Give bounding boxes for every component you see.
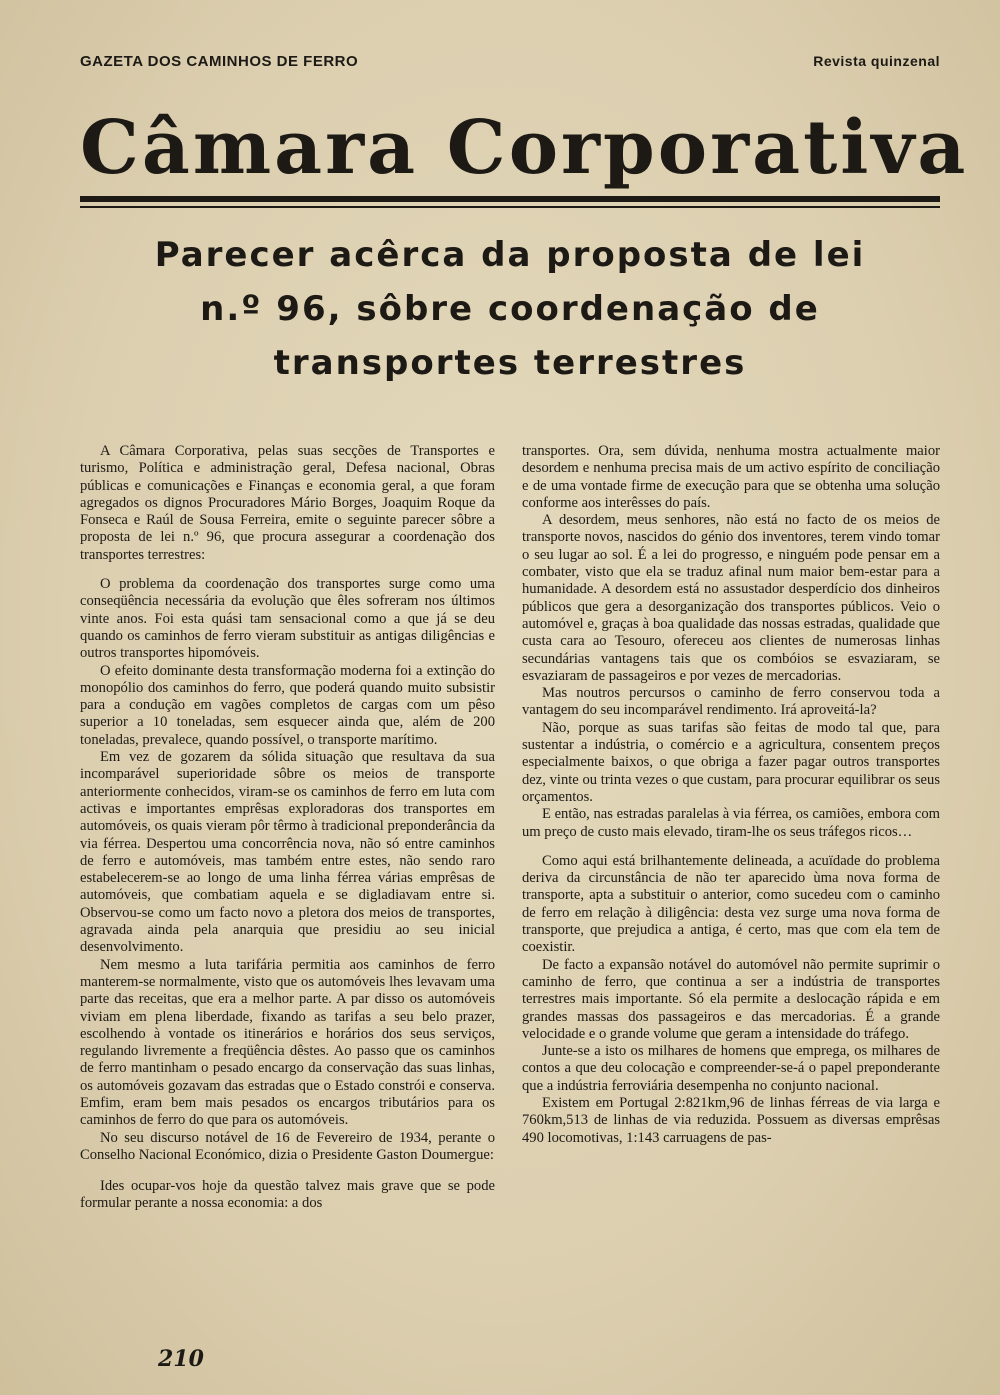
quote-paragraph: E então, nas estradas paralelas à via férrea, os camiões, embora com um preço de custo mais elevado, tiram-lhe os seus tráfegos ricos… xyxy=(522,806,940,840)
subtitle-line: Parecer acêrca da proposta de lei xyxy=(154,235,866,275)
paragraph: O problema da coordenação dos transportes surge como uma conseqüência necessária da evolução que êles sofreram nos últimos vinte anos. Foi esta quási tam sensacional como a que já se deu quando os caminhos de ferro vieram substituir as antigas diligências e outros transportes hipomóveis. xyxy=(80,576,495,662)
right-column xyxy=(522,443,940,1147)
title-rule-thin xyxy=(80,206,940,208)
paragraph: De facto a expansão notável do automóvel não permite suprimir o caminho de ferro, que continua a ser a indústria de transportes terrestres mais importante. Só ela permite a deslocação rápida e em grandes massas dos passageiros e das mercadorias. É a grande velocidade e o grande volume que geram a intensidade do tráfego. xyxy=(522,956,940,1042)
article-title: Câmara Corporativa xyxy=(80,105,969,191)
paragraph: Existem em Portugal 2:821km,96 de linhas férreas de via larga e 760km,513 de linhas de via reduzida. Possuem as diversas emprêsas 490 locomotivas, 1:143 carruagens de pas- xyxy=(522,1094,940,1146)
publication-name: GAZETA DOS CAMINHOS DE FERRO xyxy=(80,53,359,70)
article-subtitle xyxy=(130,228,890,390)
paragraph: Em vez de gozarem da sólida situação que resultava da sua incomparável superioridade sôbre os meios de transporte anteriormente conhecidos, viram-se os caminhos de ferro em luta com activas e importantes emprêsas exploradoras dos transportes em automóveis, os quais vieram pôr têrmo à tradicional preponderância da via férrea. Despertou uma concorrência nova, não só entre caminhos de ferro e automóveis, mas também entre estes, não sendo raro estabelecerem-se ao longo de uma linha férrea várias emprêsas de automóveis, que combatiam aquela e se digladiavam entre si. Observou-se como um facto novo a pletora dos meios de transportes, agravada ainda pela anarquia que presidiu ao seu inicial desenvolvimento. xyxy=(80,749,495,956)
left-column xyxy=(80,443,495,1213)
quote-paragraph: Não, porque as suas tarifas são feitas de modo tal que, para sustentar a indústria, o comércio e a agricultura, consentem preços especialmente baixos, o que obriga a fazer pagar outros transportes dez, vinte ou trinta vezes o que custam, para procurar equilibrar os seus orçamentos. xyxy=(522,719,940,805)
title-rule-thick xyxy=(80,196,940,202)
paragraph: O efeito dominante desta transformação moderna foi a extinção do monopólio dos caminhos do ferro, que poderá quando muito subsistir para a condução em vagões completos de cargas com um pêso superior a 10 toneladas, sem esquecer ainda que, além de 200 toneladas, prevalece, quando possível, o transporte marítimo. xyxy=(80,662,495,748)
quote-paragraph: Ides ocupar-vos hoje da questão talvez mais grave que se pode formular perante a nossa economia: a dos xyxy=(80,1178,495,1212)
quote-paragraph: A desordem, meus senhores, não está no facto de os meios de transporte novos, nascidos do génio dos inventores, terem vindo tomar o seu lugar ao sol. É a lei do progresso, e ninguém pode pensar em a combater, visto que ela se traduz afinal num maior bem-estar para a humanidade. A desordem está no assustador desperdício dos dinheiros públicos que gera a desorganização dos transportes públicos. Veio o automóvel e, graças à boa qualidade das nossas estradas, qualidade que custa cara ao Tesouro, ofereceu aos clientes de numerosas linhas secundárias vantagens tais que os combóios se esvaziaram, se esvaziaram de passageiros e por vezes de mercadorias. xyxy=(522,512,940,684)
paragraph: Como aqui está brilhantemente delineada, a acuïdade do problema deriva da circunstância de não ter aparecido ùma nova forma de transporte, apta a substituir o anterior, como sucedeu com o caminho de ferro em relação à diligência: desta vez surge uma nova forma de transporte, que prejudica a antiga, é certo, mas que com ela tem de coexistir. xyxy=(522,852,940,956)
page-number: 210 xyxy=(158,1346,204,1372)
paragraph: Nem mesmo a luta tarifária permitia aos caminhos de ferro manterem-se normalmente, visto que os automóveis lhes levavam uma parte das receitas, que era a melhor parte. A par disso os automóveis viviam em plena liberdade, fixando as tarifas a seu belo prazer, escolhendo à vontade os itinerários e horários dos seus serviços, regulando livremente a freqüência dêstes. Ao passo que os caminhos de ferro mantinham o pesado encargo da conservação das suas linhas, os automóveis gozavam das estradas que o Estado constrói e conserva. Emfim, eram bem mais pesados os encargos tributários para os caminhos de ferro do que para os automóveis. xyxy=(80,956,495,1129)
subtitle-line: transportes terrestres xyxy=(273,343,747,383)
subtitle-line: n.º 96, sôbre coordenação de xyxy=(200,289,820,329)
paragraph: Junte-se a isto os milhares de homens que emprega, os milhares de contos a que deu colocação e compreender-se-á o papel preponderante que a indústria ferroviária desempenha no conjunto nacional. xyxy=(522,1043,940,1094)
quote-paragraph: transportes. Ora, sem dúvida, nenhuma mostra actualmente maior desordem e nenhuma precisa mais de um activo espírito de conciliação e de uma vontade firme de execução para que se obtenha uma solução conforme aos interêsses do país. xyxy=(522,443,940,511)
paragraph: A Câmara Corporativa, pelas suas secções de Transportes e turismo, Política e administração geral, Defesa nacional, Obras públicas e comunicações e Finanças e economia geral, a que foram agregados os dignos Procuradores Mário Borges, Joaquim Roque da Fonseca e Raúl de Sousa Ferreira, emite o seguinte parecer sôbre a proposta de lei n.º 96, que procura assegurar a coordenação dos transportes terrestres: xyxy=(80,443,495,563)
quote-paragraph: Mas noutros percursos o caminho de ferro conservou toda a vantagem do seu incomparável rendimento. Irá aproveitá-la? xyxy=(522,685,940,719)
publication-frequency: Revista quinzenal xyxy=(813,53,940,69)
paragraph: No seu discurso notável de 16 de Fevereiro de 1934, perante o Conselho Nacional Económico, dizia o Presidente Gaston Doumergue: xyxy=(80,1129,495,1163)
